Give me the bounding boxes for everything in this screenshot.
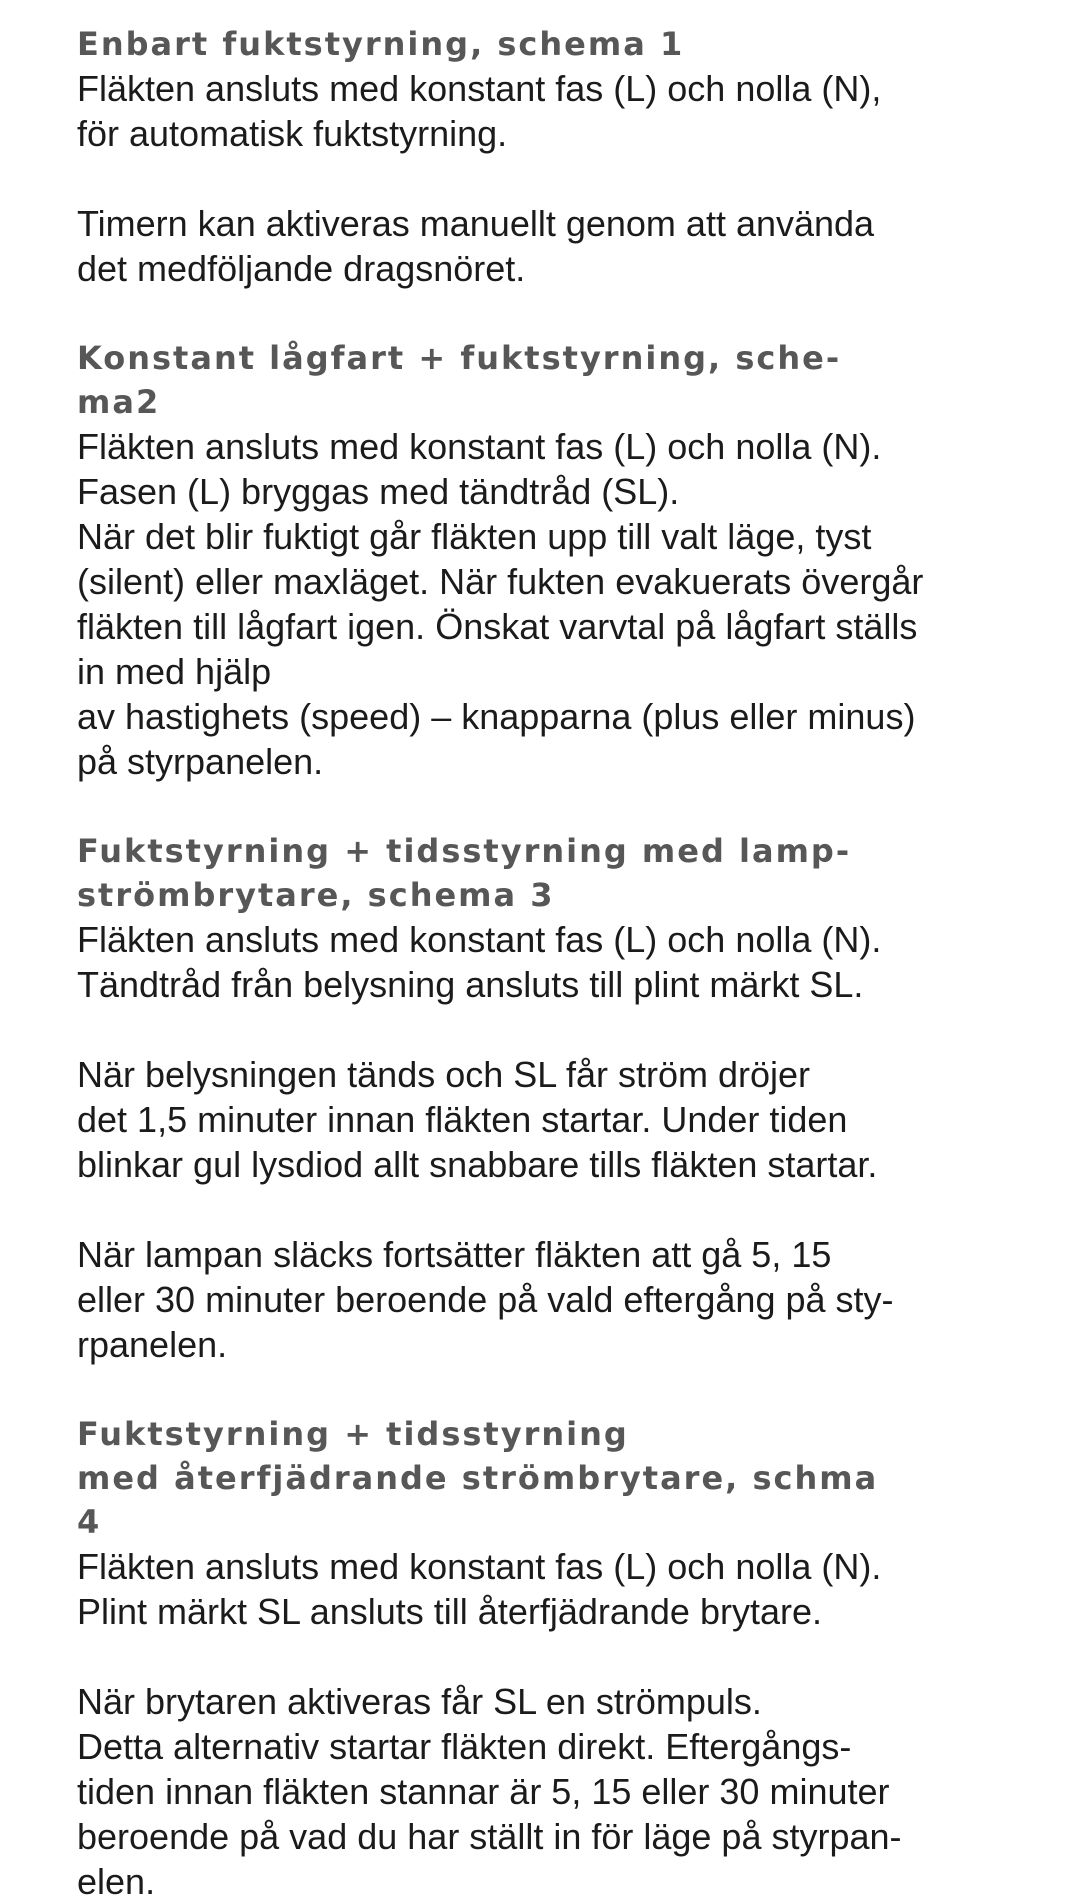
section-paragraph: Fläkten ansluts med konstant fas (L) och nolla (N). Fasen (L) bryggas med tändtråd (SL). När det blir fuktigt går fläkten upp till valt läge, tyst (silent) eller maxläget. När fukten evakuerats övergår fläkten till lågfart igen. Önskat varvtal på lågfart ställs in med hjälp av hastighets (speed) – knapparna (plus eller minus) på styrpanelen. — [77, 426, 924, 782]
section-heading: Fuktstyrning + tidsstyrning med lamp- strömbrytare, schema 3 — [77, 832, 852, 914]
section-heading: Fuktstyrning + tidsstyrning med återfjädrande strömbrytare, schma 4 — [77, 1415, 879, 1541]
section-paragraph: När belysningen tänds och SL får ström dröjer det 1,5 minuter innan fläkten startar. Under tiden blinkar gul lysdiod allt snabbare tills fläkten startar. — [77, 1054, 878, 1185]
section-paragraph: Timern kan aktiveras manuellt genom att använda det medföljande dragsnöret. — [77, 203, 875, 289]
section-schema-1 — [77, 22, 1057, 291]
section-paragraph: När lampan släcks fortsätter fläkten att gå 5, 15 eller 30 minuter beroende på vald eftergång på sty- rpanelen. — [77, 1234, 894, 1365]
section-heading: Konstant lågfart + fuktstyrning, sche- ma2 — [77, 339, 842, 421]
section-heading: Enbart fuktstyrning, schema 1 — [77, 25, 685, 63]
section-paragraph: Fläkten ansluts med konstant fas (L) och nolla (N). Tändtråd från belysning ansluts till plint märkt SL. — [77, 919, 882, 1005]
section-schema-3 — [77, 829, 1057, 1367]
section-paragraph: När brytaren aktiveras får SL en strömpuls. Detta alternativ startar fläkten direkt. Eftergångs- tiden innan fläkten stannar är 5, 15 eller 30 minuter beroende på vad du har ställt in för läge på styrpan- elen. — [77, 1681, 902, 1902]
section-schema-4 — [77, 1412, 1057, 1904]
section-paragraph: Fläkten ansluts med konstant fas (L) och nolla (N). Plint märkt SL ansluts till återfjädrande brytare. — [77, 1546, 882, 1632]
section-schema-2 — [77, 336, 1057, 784]
section-paragraph: Fläkten ansluts med konstant fas (L) och nolla (N), för automatisk fuktstyrning. — [77, 68, 882, 154]
document-page — [77, 22, 1057, 1904]
